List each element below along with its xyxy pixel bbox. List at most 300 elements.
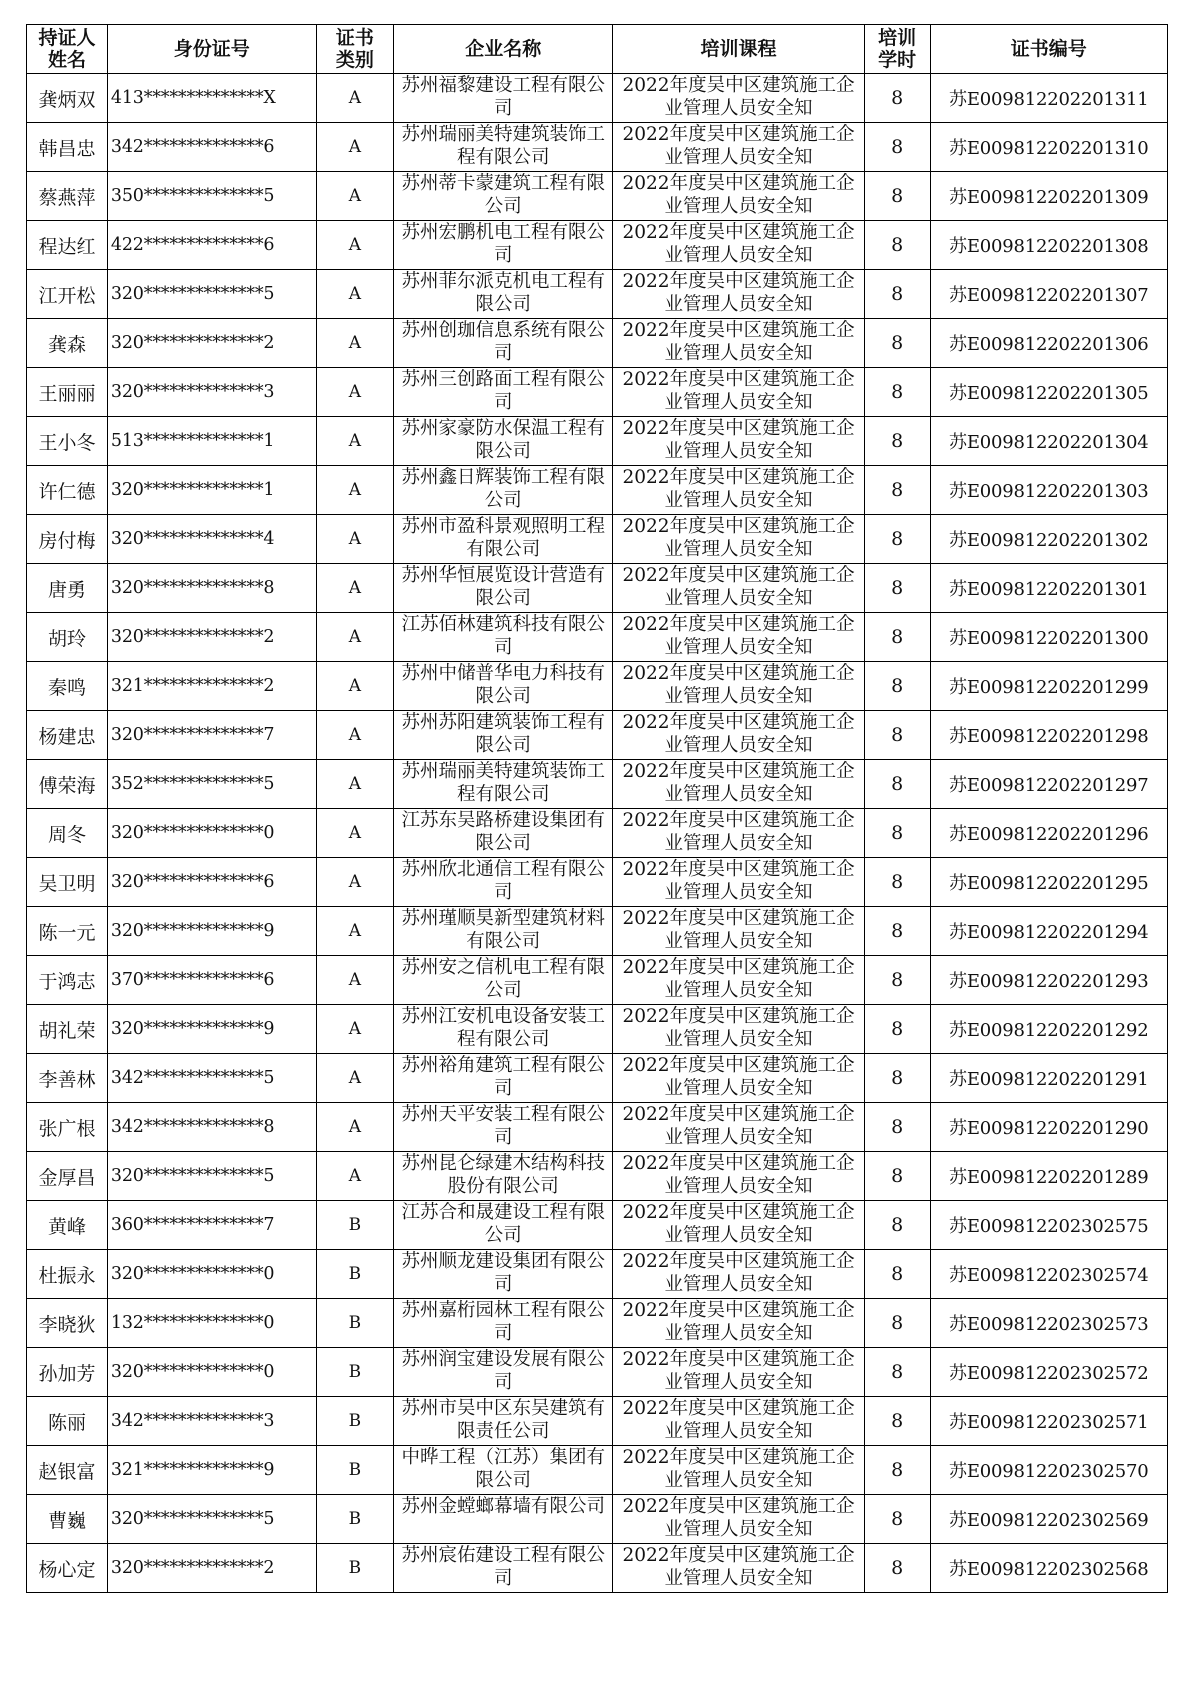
company-name-text: 苏州天平安装工程有限公司 bbox=[401, 1104, 606, 1148]
training-hours: 8 bbox=[864, 270, 930, 319]
holder-name: 黄峰 bbox=[27, 1201, 108, 1250]
id-number: 320**************4 bbox=[107, 515, 316, 564]
certificate-number: 苏E009812202302573 bbox=[930, 1299, 1167, 1348]
training-hours: 8 bbox=[864, 956, 930, 1005]
training-course bbox=[613, 1103, 864, 1152]
header-course: 培训课程 bbox=[613, 25, 864, 74]
certificate-number: 苏E009812202201295 bbox=[930, 858, 1167, 907]
certificate-number: 苏E009812202201297 bbox=[930, 760, 1167, 809]
header-name: 持证人姓名 bbox=[27, 25, 108, 74]
id-number: 413**************X bbox=[107, 74, 316, 123]
training-course bbox=[613, 1446, 864, 1495]
table-header bbox=[27, 25, 1168, 74]
certificate-number: 苏E009812202302571 bbox=[930, 1397, 1167, 1446]
company-name-text: 苏州宏鹏机电工程有限公司 bbox=[401, 222, 606, 266]
id-number: 320**************5 bbox=[107, 1152, 316, 1201]
training-course-text: 2022年度吴中区建筑施工企业管理人员安全知 bbox=[622, 320, 855, 364]
training-course-text: 2022年度吴中区建筑施工企业管理人员安全知 bbox=[622, 271, 855, 315]
company-name-text: 苏州裕角建筑工程有限公司 bbox=[401, 1055, 606, 1099]
company-name-text: 苏州安之信机电工程有限公司 bbox=[401, 957, 606, 1001]
certificate-type: B bbox=[316, 1348, 394, 1397]
company-name-text: 江苏佰林建筑科技有限公司 bbox=[401, 614, 606, 658]
training-hours: 8 bbox=[864, 1397, 930, 1446]
training-course-text: 2022年度吴中区建筑施工企业管理人员安全知 bbox=[622, 124, 855, 168]
training-course bbox=[613, 417, 864, 466]
table-row bbox=[27, 417, 1168, 466]
training-course bbox=[613, 956, 864, 1005]
certificate-type: A bbox=[316, 809, 394, 858]
company-name bbox=[394, 760, 613, 809]
certificate-type: A bbox=[316, 613, 394, 662]
table-row bbox=[27, 1397, 1168, 1446]
table-body bbox=[27, 74, 1168, 1593]
table-row bbox=[27, 858, 1168, 907]
training-course-text: 2022年度吴中区建筑施工企业管理人员安全知 bbox=[622, 1447, 855, 1491]
training-hours: 8 bbox=[864, 123, 930, 172]
training-hours: 8 bbox=[864, 1299, 930, 1348]
certificate-number: 苏E009812202201300 bbox=[930, 613, 1167, 662]
id-number: 320**************0 bbox=[107, 1250, 316, 1299]
certificate-type: B bbox=[316, 1397, 394, 1446]
training-course bbox=[613, 466, 864, 515]
training-course-text: 2022年度吴中区建筑施工企业管理人员安全知 bbox=[622, 859, 855, 903]
table-row bbox=[27, 123, 1168, 172]
company-name bbox=[394, 1152, 613, 1201]
holder-name: 唐勇 bbox=[27, 564, 108, 613]
company-name-text: 苏州苏阳建筑装饰工程有限公司 bbox=[401, 712, 606, 756]
training-course-text: 2022年度吴中区建筑施工企业管理人员安全知 bbox=[622, 1055, 855, 1099]
table-row bbox=[27, 221, 1168, 270]
training-hours: 8 bbox=[864, 1446, 930, 1495]
training-course-text: 2022年度吴中区建筑施工企业管理人员安全知 bbox=[622, 1496, 855, 1540]
company-name-text: 苏州华恒展览设计营造有限公司 bbox=[401, 565, 606, 609]
training-course-text: 2022年度吴中区建筑施工企业管理人员安全知 bbox=[622, 1006, 855, 1050]
certificate-number: 苏E009812202201293 bbox=[930, 956, 1167, 1005]
certificate-type: A bbox=[316, 662, 394, 711]
certificate-number: 苏E009812202302570 bbox=[930, 1446, 1167, 1495]
id-number: 320**************0 bbox=[107, 1348, 316, 1397]
training-hours: 8 bbox=[864, 1348, 930, 1397]
header-row bbox=[27, 25, 1168, 74]
certificate-number: 苏E009812202201305 bbox=[930, 368, 1167, 417]
company-name bbox=[394, 368, 613, 417]
training-course-text: 2022年度吴中区建筑施工企业管理人员安全知 bbox=[622, 222, 855, 266]
holder-name: 王小冬 bbox=[27, 417, 108, 466]
training-hours: 8 bbox=[864, 1103, 930, 1152]
training-course-text: 2022年度吴中区建筑施工企业管理人员安全知 bbox=[622, 1202, 855, 1246]
table-row bbox=[27, 662, 1168, 711]
company-name-text: 苏州市吴中区东吴建筑有限责任公司 bbox=[401, 1398, 606, 1442]
holder-name: 韩昌忠 bbox=[27, 123, 108, 172]
id-number: 132**************0 bbox=[107, 1299, 316, 1348]
training-course bbox=[613, 1005, 864, 1054]
training-hours: 8 bbox=[864, 760, 930, 809]
id-number: 352**************5 bbox=[107, 760, 316, 809]
holder-name: 程达红 bbox=[27, 221, 108, 270]
holder-name: 吴卫明 bbox=[27, 858, 108, 907]
company-name-text: 苏州鑫日辉装饰工程有限公司 bbox=[401, 467, 606, 511]
holder-name: 陈一元 bbox=[27, 907, 108, 956]
certificate-number: 苏E009812202201309 bbox=[930, 172, 1167, 221]
certificate-type: A bbox=[316, 711, 394, 760]
company-name-text: 中晔工程（江苏）集团有限公司 bbox=[401, 1447, 606, 1491]
holder-name: 曹巍 bbox=[27, 1495, 108, 1544]
header-company: 企业名称 bbox=[394, 25, 613, 74]
id-number: 422**************6 bbox=[107, 221, 316, 270]
holder-name: 李善林 bbox=[27, 1054, 108, 1103]
training-course-text: 2022年度吴中区建筑施工企业管理人员安全知 bbox=[622, 565, 855, 609]
id-number: 320**************1 bbox=[107, 466, 316, 515]
company-name bbox=[394, 1005, 613, 1054]
company-name bbox=[394, 1495, 613, 1544]
training-hours: 8 bbox=[864, 1152, 930, 1201]
company-name bbox=[394, 711, 613, 760]
training-course-text: 2022年度吴中区建筑施工企业管理人员安全知 bbox=[622, 957, 855, 1001]
training-hours: 8 bbox=[864, 1005, 930, 1054]
id-number: 320**************0 bbox=[107, 809, 316, 858]
certificate-type: A bbox=[316, 564, 394, 613]
table-row bbox=[27, 760, 1168, 809]
holder-name: 杜振永 bbox=[27, 1250, 108, 1299]
certificate-type: A bbox=[316, 123, 394, 172]
table-row bbox=[27, 1348, 1168, 1397]
table-row bbox=[27, 711, 1168, 760]
training-course bbox=[613, 1201, 864, 1250]
table-row bbox=[27, 1299, 1168, 1348]
training-course bbox=[613, 1495, 864, 1544]
training-course-text: 2022年度吴中区建筑施工企业管理人员安全知 bbox=[622, 614, 855, 658]
table-row bbox=[27, 613, 1168, 662]
certificate-type: B bbox=[316, 1495, 394, 1544]
table-row bbox=[27, 1054, 1168, 1103]
training-course bbox=[613, 907, 864, 956]
table-row bbox=[27, 956, 1168, 1005]
certificate-number: 苏E009812202201289 bbox=[930, 1152, 1167, 1201]
training-course bbox=[613, 1397, 864, 1446]
company-name bbox=[394, 1201, 613, 1250]
training-course bbox=[613, 74, 864, 123]
training-hours: 8 bbox=[864, 368, 930, 417]
training-hours: 8 bbox=[864, 417, 930, 466]
company-name bbox=[394, 1397, 613, 1446]
certificate-number: 苏E009812202201294 bbox=[930, 907, 1167, 956]
holder-name: 胡礼荣 bbox=[27, 1005, 108, 1054]
table-row bbox=[27, 1005, 1168, 1054]
table-row bbox=[27, 74, 1168, 123]
training-hours: 8 bbox=[864, 1201, 930, 1250]
training-course bbox=[613, 662, 864, 711]
training-course-text: 2022年度吴中区建筑施工企业管理人员安全知 bbox=[622, 1398, 855, 1442]
certificate-type: A bbox=[316, 1152, 394, 1201]
id-number: 320**************9 bbox=[107, 1005, 316, 1054]
training-course bbox=[613, 711, 864, 760]
training-course bbox=[613, 1054, 864, 1103]
id-number: 370**************6 bbox=[107, 956, 316, 1005]
holder-name: 傅荣海 bbox=[27, 760, 108, 809]
certificate-number: 苏E009812202201304 bbox=[930, 417, 1167, 466]
company-name-text: 苏州菲尔派克机电工程有限公司 bbox=[401, 271, 606, 315]
training-hours: 8 bbox=[864, 809, 930, 858]
training-hours: 8 bbox=[864, 1250, 930, 1299]
training-course bbox=[613, 1299, 864, 1348]
certificate-number: 苏E009812202201310 bbox=[930, 123, 1167, 172]
company-name-text: 苏州市盈科景观照明工程有限公司 bbox=[401, 516, 606, 560]
holder-name: 金厚昌 bbox=[27, 1152, 108, 1201]
certificate-number: 苏E009812202201308 bbox=[930, 221, 1167, 270]
certificate-type: A bbox=[316, 956, 394, 1005]
holder-name: 龚森 bbox=[27, 319, 108, 368]
id-number: 320**************8 bbox=[107, 564, 316, 613]
training-course-text: 2022年度吴中区建筑施工企业管理人员安全知 bbox=[622, 1104, 855, 1148]
training-course-text: 2022年度吴中区建筑施工企业管理人员安全知 bbox=[622, 418, 855, 462]
company-name bbox=[394, 907, 613, 956]
table-row bbox=[27, 1201, 1168, 1250]
holder-name: 龚炳双 bbox=[27, 74, 108, 123]
holder-name: 陈丽 bbox=[27, 1397, 108, 1446]
table-row bbox=[27, 1250, 1168, 1299]
training-course bbox=[613, 368, 864, 417]
certificate-type: A bbox=[316, 466, 394, 515]
id-number: 320**************9 bbox=[107, 907, 316, 956]
holder-name: 李晓狄 bbox=[27, 1299, 108, 1348]
id-number: 342**************6 bbox=[107, 123, 316, 172]
holder-name: 房付梅 bbox=[27, 515, 108, 564]
training-course-text: 2022年度吴中区建筑施工企业管理人员安全知 bbox=[622, 712, 855, 756]
company-name-text: 苏州宸佑建设工程有限公司 bbox=[401, 1545, 606, 1589]
holder-name: 江开松 bbox=[27, 270, 108, 319]
training-course-text: 2022年度吴中区建筑施工企业管理人员安全知 bbox=[622, 173, 855, 217]
certificate-type: B bbox=[316, 1250, 394, 1299]
table-row bbox=[27, 515, 1168, 564]
holder-name: 孙加芳 bbox=[27, 1348, 108, 1397]
company-name-text: 苏州瑾顺昊新型建筑材料有限公司 bbox=[401, 908, 606, 952]
training-course-text: 2022年度吴中区建筑施工企业管理人员安全知 bbox=[622, 1545, 855, 1589]
id-number: 320**************5 bbox=[107, 270, 316, 319]
training-course bbox=[613, 515, 864, 564]
id-number: 320**************2 bbox=[107, 319, 316, 368]
holder-name: 秦鸣 bbox=[27, 662, 108, 711]
table-row bbox=[27, 564, 1168, 613]
certificate-number: 苏E009812202201296 bbox=[930, 809, 1167, 858]
holder-name: 杨心定 bbox=[27, 1544, 108, 1593]
holder-name: 周冬 bbox=[27, 809, 108, 858]
company-name bbox=[394, 564, 613, 613]
certificate-number: 苏E009812202302569 bbox=[930, 1495, 1167, 1544]
id-number: 320**************3 bbox=[107, 368, 316, 417]
company-name-text: 苏州金螳螂幕墙有限公司 bbox=[401, 1496, 606, 1517]
training-course-text: 2022年度吴中区建筑施工企业管理人员安全知 bbox=[622, 1153, 855, 1197]
company-name bbox=[394, 515, 613, 564]
id-number: 360**************7 bbox=[107, 1201, 316, 1250]
training-course-text: 2022年度吴中区建筑施工企业管理人员安全知 bbox=[622, 761, 855, 805]
training-course-text: 2022年度吴中区建筑施工企业管理人员安全知 bbox=[622, 908, 855, 952]
holder-name: 于鸿志 bbox=[27, 956, 108, 1005]
table-row bbox=[27, 466, 1168, 515]
training-course bbox=[613, 1152, 864, 1201]
training-hours: 8 bbox=[864, 613, 930, 662]
company-name-text: 苏州昆仑绿建木结构科技股份有限公司 bbox=[401, 1153, 606, 1197]
company-name bbox=[394, 1446, 613, 1495]
company-name bbox=[394, 809, 613, 858]
training-hours: 8 bbox=[864, 319, 930, 368]
training-course bbox=[613, 564, 864, 613]
certificate-type: A bbox=[316, 907, 394, 956]
training-course bbox=[613, 613, 864, 662]
certificate-number: 苏E009812202201302 bbox=[930, 515, 1167, 564]
id-number: 320**************2 bbox=[107, 1544, 316, 1593]
table-row bbox=[27, 809, 1168, 858]
training-course bbox=[613, 760, 864, 809]
training-course-text: 2022年度吴中区建筑施工企业管理人员安全知 bbox=[622, 369, 855, 413]
training-hours: 8 bbox=[864, 221, 930, 270]
company-name bbox=[394, 417, 613, 466]
company-name bbox=[394, 172, 613, 221]
header-cert: 证书编号 bbox=[930, 25, 1167, 74]
id-number: 342**************8 bbox=[107, 1103, 316, 1152]
certificate-number: 苏E009812202201301 bbox=[930, 564, 1167, 613]
certificate-type: A bbox=[316, 319, 394, 368]
training-course-text: 2022年度吴中区建筑施工企业管理人员安全知 bbox=[622, 663, 855, 707]
company-name-text: 苏州三创路面工程有限公司 bbox=[401, 369, 606, 413]
id-number: 321**************9 bbox=[107, 1446, 316, 1495]
id-number: 321**************2 bbox=[107, 662, 316, 711]
company-name-text: 江苏合和晟建设工程有限公司 bbox=[401, 1202, 606, 1246]
training-hours: 8 bbox=[864, 172, 930, 221]
certificate-number: 苏E009812202201306 bbox=[930, 319, 1167, 368]
certificate-type: A bbox=[316, 74, 394, 123]
id-number: 342**************3 bbox=[107, 1397, 316, 1446]
training-course bbox=[613, 123, 864, 172]
table-row bbox=[27, 1495, 1168, 1544]
training-course bbox=[613, 172, 864, 221]
certificate-number: 苏E009812202201311 bbox=[930, 74, 1167, 123]
certificate-number: 苏E009812202201292 bbox=[930, 1005, 1167, 1054]
certificate-type: B bbox=[316, 1299, 394, 1348]
certificate-number: 苏E009812202302575 bbox=[930, 1201, 1167, 1250]
certificate-type: B bbox=[316, 1201, 394, 1250]
certificate-type: A bbox=[316, 858, 394, 907]
table-row bbox=[27, 319, 1168, 368]
table-row bbox=[27, 172, 1168, 221]
certificate-type: A bbox=[316, 221, 394, 270]
certificate-number: 苏E009812202302572 bbox=[930, 1348, 1167, 1397]
id-number: 320**************2 bbox=[107, 613, 316, 662]
training-hours: 8 bbox=[864, 1544, 930, 1593]
company-name-text: 江苏东吴路桥建设集团有限公司 bbox=[401, 810, 606, 854]
training-course-text: 2022年度吴中区建筑施工企业管理人员安全知 bbox=[622, 1300, 855, 1344]
training-course-text: 2022年度吴中区建筑施工企业管理人员安全知 bbox=[622, 810, 855, 854]
holder-name: 杨建忠 bbox=[27, 711, 108, 760]
company-name-text: 苏州创珈信息系统有限公司 bbox=[401, 320, 606, 364]
certificate-number: 苏E009812202302574 bbox=[930, 1250, 1167, 1299]
training-course bbox=[613, 1250, 864, 1299]
company-name bbox=[394, 613, 613, 662]
certificate-type: A bbox=[316, 270, 394, 319]
header-hours: 培训学时 bbox=[864, 25, 930, 74]
training-hours: 8 bbox=[864, 564, 930, 613]
company-name-text: 苏州顺龙建设集团有限公司 bbox=[401, 1251, 606, 1295]
certificate-number: 苏E009812202201303 bbox=[930, 466, 1167, 515]
table-row bbox=[27, 907, 1168, 956]
id-number: 350**************5 bbox=[107, 172, 316, 221]
training-course-text: 2022年度吴中区建筑施工企业管理人员安全知 bbox=[622, 516, 855, 560]
certificate-type: A bbox=[316, 417, 394, 466]
company-name bbox=[394, 1348, 613, 1397]
company-name-text: 苏州中储普华电力科技有限公司 bbox=[401, 663, 606, 707]
table-row bbox=[27, 1152, 1168, 1201]
table-row bbox=[27, 270, 1168, 319]
company-name bbox=[394, 74, 613, 123]
company-name-text: 苏州蒂卡蒙建筑工程有限公司 bbox=[401, 173, 606, 217]
training-course-text: 2022年度吴中区建筑施工企业管理人员安全知 bbox=[622, 467, 855, 511]
training-hours: 8 bbox=[864, 1495, 930, 1544]
company-name-text: 苏州瑞丽美特建筑装饰工程有限公司 bbox=[401, 761, 606, 805]
company-name-text: 苏州欣北通信工程有限公司 bbox=[401, 859, 606, 903]
id-number: 320**************6 bbox=[107, 858, 316, 907]
certificate-type: A bbox=[316, 1054, 394, 1103]
training-hours: 8 bbox=[864, 74, 930, 123]
training-course bbox=[613, 221, 864, 270]
training-course bbox=[613, 1348, 864, 1397]
company-name bbox=[394, 270, 613, 319]
table-row bbox=[27, 1446, 1168, 1495]
training-hours: 8 bbox=[864, 1054, 930, 1103]
training-hours: 8 bbox=[864, 858, 930, 907]
certificate-number: 苏E009812202302568 bbox=[930, 1544, 1167, 1593]
company-name-text: 苏州润宝建设发展有限公司 bbox=[401, 1349, 606, 1393]
training-course bbox=[613, 319, 864, 368]
id-number: 320**************5 bbox=[107, 1495, 316, 1544]
certificate-number: 苏E009812202201299 bbox=[930, 662, 1167, 711]
training-course-text: 2022年度吴中区建筑施工企业管理人员安全知 bbox=[622, 1349, 855, 1393]
certificate-type: A bbox=[316, 1103, 394, 1152]
holder-name: 赵银富 bbox=[27, 1446, 108, 1495]
holder-name: 许仁德 bbox=[27, 466, 108, 515]
certificate-table bbox=[26, 24, 1168, 1593]
header-type: 证书类别 bbox=[316, 25, 394, 74]
certificate-number: 苏E009812202201291 bbox=[930, 1054, 1167, 1103]
certificate-type: A bbox=[316, 368, 394, 417]
company-name bbox=[394, 1299, 613, 1348]
company-name bbox=[394, 1250, 613, 1299]
table-row bbox=[27, 1544, 1168, 1593]
certificate-type: A bbox=[316, 515, 394, 564]
company-name-text: 苏州福黎建设工程有限公司 bbox=[401, 75, 606, 119]
company-name-text: 苏州瑞丽美特建筑装饰工程有限公司 bbox=[401, 124, 606, 168]
training-hours: 8 bbox=[864, 466, 930, 515]
company-name-text: 苏州江安机电设备安装工程有限公司 bbox=[401, 1006, 606, 1050]
certificate-type: A bbox=[316, 760, 394, 809]
holder-name: 张广根 bbox=[27, 1103, 108, 1152]
holder-name: 胡玲 bbox=[27, 613, 108, 662]
company-name bbox=[394, 1544, 613, 1593]
training-hours: 8 bbox=[864, 515, 930, 564]
company-name bbox=[394, 956, 613, 1005]
company-name-text: 苏州家豪防水保温工程有限公司 bbox=[401, 418, 606, 462]
company-name bbox=[394, 1054, 613, 1103]
id-number: 320**************7 bbox=[107, 711, 316, 760]
certificate-type: B bbox=[316, 1544, 394, 1593]
certificate-number: 苏E009812202201290 bbox=[930, 1103, 1167, 1152]
id-number: 342**************5 bbox=[107, 1054, 316, 1103]
training-course bbox=[613, 1544, 864, 1593]
certificate-type: A bbox=[316, 1005, 394, 1054]
id-number: 513**************1 bbox=[107, 417, 316, 466]
training-hours: 8 bbox=[864, 662, 930, 711]
certificate-number: 苏E009812202201298 bbox=[930, 711, 1167, 760]
training-course bbox=[613, 858, 864, 907]
holder-name: 王丽丽 bbox=[27, 368, 108, 417]
